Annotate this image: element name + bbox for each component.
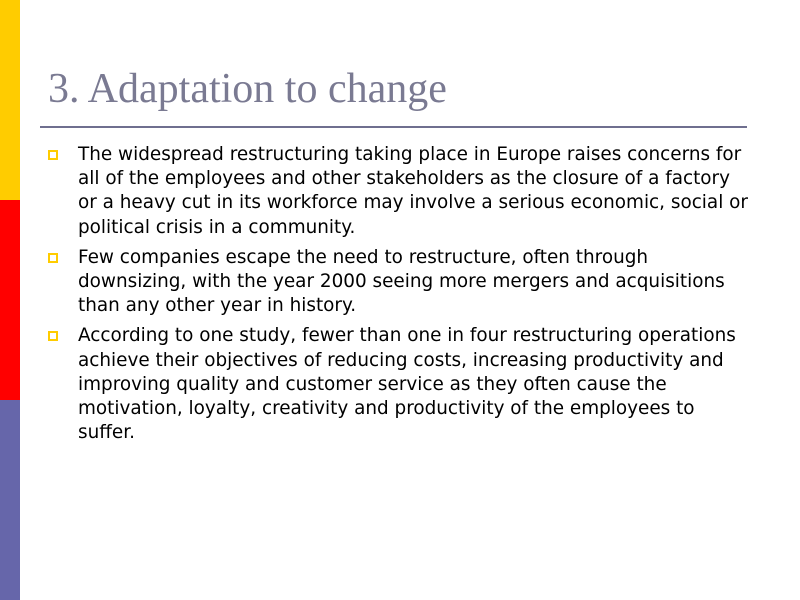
side-bar-red bbox=[0, 200, 20, 400]
bullet-item bbox=[48, 246, 753, 319]
slide-title: 3. Adaptation to change bbox=[48, 66, 447, 112]
hollow-square-bullet-icon bbox=[48, 331, 58, 341]
bullet-list bbox=[48, 143, 753, 451]
bullet-text: Few companies escape the need to restructure, often through downsizing, with the year 2000 seeing more mergers and acquisitions than any other year in history. bbox=[78, 246, 725, 317]
hollow-square-bullet-icon bbox=[48, 253, 58, 263]
bullet-item bbox=[48, 324, 753, 445]
bullet-text: According to one study, fewer than one in four restructuring operations achieve their objectives of reducing costs, increasing productivity and improving quality and customer service as they often cause the motivation, loyalty, creativity and productivity of the employees to suffer. bbox=[78, 325, 736, 444]
hollow-square-bullet-icon bbox=[48, 150, 58, 160]
title-underline bbox=[40, 126, 747, 128]
side-bar-yellow bbox=[0, 0, 20, 200]
bullet-text: The widespread restructuring taking place in Europe raises concerns for all of the employees and other stakeholders as the closure of a factory or a heavy cut in its workforce may involve a serious economic, social or political crisis in a community. bbox=[78, 144, 748, 238]
bullet-item bbox=[48, 143, 753, 240]
side-bar-purple bbox=[0, 400, 20, 600]
